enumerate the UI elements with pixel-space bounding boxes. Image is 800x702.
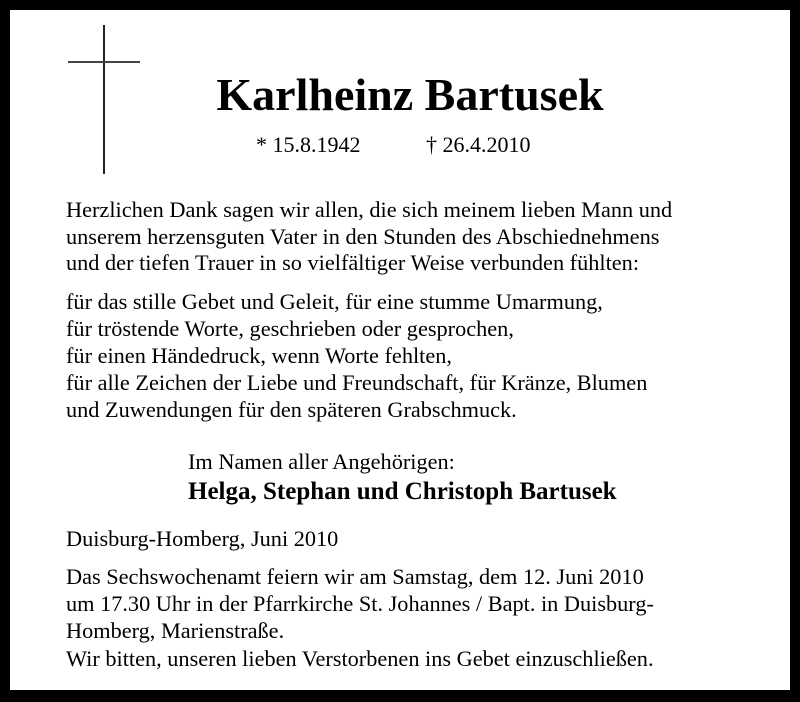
- thanks-line: Herzlichen Dank sagen wir allen, die sich meinem lieben Mann und: [66, 197, 673, 222]
- obituary-notice: [10, 10, 790, 690]
- mass-info-line: um 17.30 Uhr in der Pfarrkirche St. Johannes / Bapt. in Duisburg-: [66, 591, 654, 616]
- gratitude-line: und Zuwendungen für den späteren Grabschmuck.: [66, 397, 517, 422]
- cross-icon-bar: [68, 61, 140, 63]
- mass-info-line: Homberg, Marienstraße.: [66, 618, 285, 643]
- mass-info-line: Das Sechswochenamt feiern wir am Samstag, dem 12. Juni 2010: [66, 564, 644, 589]
- birth-date: * 15.8.1942: [256, 132, 361, 157]
- signature-intro: Im Namen aller Angehörigen:: [188, 449, 455, 474]
- thanks-line: und der tiefen Trauer in so vielfältiger Weise verbunden fühlten:: [66, 250, 640, 275]
- gratitude-line: für alle Zeichen der Liebe und Freundschaft, für Kränze, Blumen: [66, 370, 648, 395]
- death-date: † 26.4.2010: [426, 132, 531, 157]
- thanks-line: unserem herzensguten Vater in den Stunden des Abschiednehmens: [66, 224, 660, 249]
- deceased-name: Karlheinz Bartusek: [216, 69, 604, 120]
- place-date: Duisburg-Homberg, Juni 2010: [66, 526, 339, 551]
- gratitude-line: für das stille Gebet und Geleit, für eine stumme Umarmung,: [66, 289, 603, 314]
- mass-info-line: Wir bitten, unseren lieben Verstorbenen ins Gebet einzuschließen.: [66, 646, 654, 671]
- gratitude-line: für tröstende Worte, geschrieben oder gesprochen,: [66, 316, 514, 341]
- gratitude-line: für einen Händedruck, wenn Worte fehlten,: [66, 343, 452, 368]
- signature-names: Helga, Stephan und Christoph Bartusek: [188, 478, 617, 505]
